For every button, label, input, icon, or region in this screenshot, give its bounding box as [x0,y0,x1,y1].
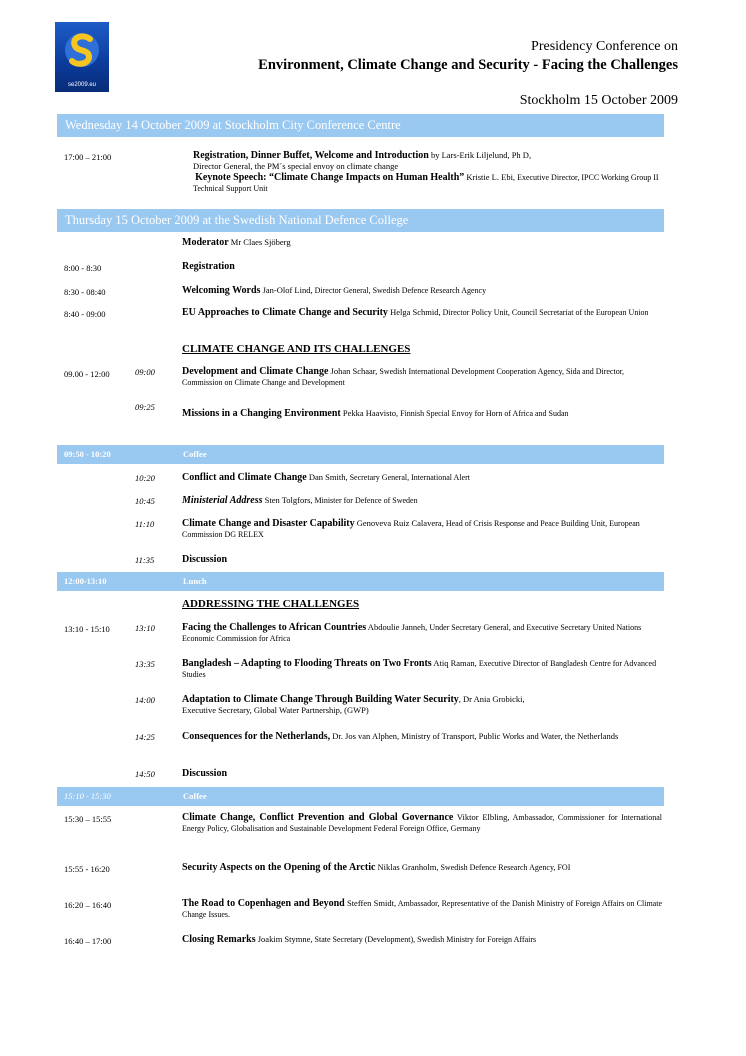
dev-title: Development and Climate Change [182,366,329,377]
copenhagen-title: The Road to Copenhagen and Beyond [182,898,345,909]
wed-rest-1: Director General, the PM´s special envoy on climate change [193,161,399,171]
welcome-name: Jan-Olof Lind, [260,285,313,295]
eu-entry [182,307,662,318]
conflict-subtime: 10:20 [135,473,155,483]
ministerial-entry [182,495,662,506]
copenhagen-name: Steffen Smidt, [344,898,397,908]
water-name: , Dr Ania Grobicki, [458,694,525,704]
netherlands-entry [182,731,662,742]
lunch-label: Lunch [183,576,207,586]
water-title: Adaptation to Climate Change Through Building Water Security [182,694,459,705]
header-line-1: Presidency Conference on [531,39,678,54]
coffee-band-2 [57,787,664,806]
section-addressing: ADDRESSING THE CHALLENGES [182,598,360,610]
ministerial-rest: Minister for Defence of Sweden [312,496,418,505]
dev-subtime: 09:00 [135,367,155,377]
closing-rest: State Secretary (Development), Swedish Ministry for Foreign Affairs [312,935,537,944]
eu-name: Helga Schmid, [387,307,441,317]
logo-swirl-icon [62,30,102,70]
governance-rest: Ambassador, Commissioner for International Energy Policy, Globalisation and Sustainable Development Federal Foreign Office, Germany [182,813,662,833]
discussion-1 [182,554,662,565]
coffee-1-label: Coffee [183,449,207,459]
closing-entry [182,934,662,945]
wednesday-band: Wednesday 14 October 2009 at Stockholm City Conference Centre [57,114,664,137]
welcome-entry [182,285,662,296]
missions-subtime: 09:25 [135,402,155,412]
disaster-entry [182,518,662,540]
africa-title: Facing the Challenges to African Countries [182,622,367,633]
discussion-1-title: Discussion [182,554,228,565]
wed-by-1: by Lars-Erik Liljelund, Ph D, [428,150,532,160]
africa-subtime: 13:10 [135,623,155,633]
welcome-time: 8:30 - 08:40 [64,287,106,297]
netherlands-title: Consequences for the Netherlands, [182,731,331,742]
disaster-name: Genoveva Ruiz Calavera, [354,518,444,528]
dev-time: 09.00 - 12:00 [64,369,110,379]
ministerial-title: Ministerial Address [182,495,263,506]
bangladesh-name: Atiq Raman, [431,658,477,668]
conference-logo [55,22,109,92]
discussion-1-subtime: 11:35 [135,555,155,565]
missions-name: Pekka Haavisto, [340,408,399,418]
africa-rest: Under Secretary General, and Executive Secretary United Nations Economic Commission for Africa [182,623,642,643]
lunch-band [57,572,664,591]
ministerial-name: Sten Tolgfors, [262,495,313,505]
water-subtime: 14:00 [135,695,155,705]
netherlands-subtime: 14:25 [135,732,155,742]
bangladesh-subtime: 13:35 [135,659,155,669]
registration-time: 8:00 - 8:30 [64,263,102,273]
wed-title-1: Registration, Dinner Buffet, Welcome and Introduction [193,150,429,161]
missions-title: Missions in a Changing Environment [182,408,341,419]
wed-entry [193,150,663,194]
moderator [182,237,662,248]
water-rest: Executive Secretary, Global Water Partnership, (GWP) [182,705,369,715]
conference-date: Stockholm 15 October 2009 [519,93,678,108]
conflict-rest: Secretary General, International Alert [347,473,470,482]
disaster-title: Climate Change and Disaster Capability [182,518,355,529]
ministerial-subtime: 10:45 [135,496,155,506]
conflict-title: Conflict and Climate Change [182,472,307,483]
bangladesh-title: Bangladesh – Adapting to Flooding Threats on Two Fronts [182,658,432,669]
disaster-rest: Head of Crisis Response and Peace Building Unit, European Commission DG RELEX [182,519,640,539]
water-entry [182,694,662,716]
bangladesh-rest: Executive Director of Bangladesh Centre for Advanced Studies [182,659,657,679]
missions-entry [182,408,662,419]
eu-rest: Director Policy Unit, Council Secretariat of the European Union [440,308,649,317]
section-climate-change: CLIMATE CHANGE AND ITS CHALLENGES [182,343,411,355]
logo-text: se2009.eu [67,82,97,88]
governance-entry [182,812,662,834]
lunch-time: 12:00-13:10 [64,576,107,586]
copenhagen-time: 16:20 – 16:40 [64,900,112,910]
conference-title: Environment, Climate Change and Security - Facing the Challenges [258,57,678,73]
closing-time: 16:40 – 17:00 [64,936,112,946]
registration-title: Registration [182,261,235,272]
copenhagen-entry [182,898,662,920]
moderator-name: Mr Claes Sjöberg [228,237,291,247]
wed-rest-2: Executive Director, IPCC Working Group II Technical Support Unit [193,173,659,193]
closing-title: Closing Remarks [182,934,256,945]
dev-rest: Swedish International Development Cooperation Agency, Sida and Director, Commission on Climate Change and Development [182,367,625,387]
thursday-band: Thursday 15 October 2009 at the Swedish National Defence College [57,209,664,232]
dev-name: Johan Schaar, [328,366,378,376]
arctic-name: Niklas Granholm, [375,862,439,872]
arctic-title: Security Aspects on the Opening of the Arctic [182,862,376,873]
wed-name-2: Kristie L. Ebi, [464,172,516,182]
governance-time: 15:30 – 15:55 [64,814,112,824]
discussion-2-title: Discussion [182,768,228,779]
arctic-rest: Swedish Defence Research Agency, FOI [438,863,571,872]
africa-time: 13:10 - 15:10 [64,624,110,634]
welcome-rest: Director General, Swedish Defence Research Agency [312,286,487,295]
registration [182,261,662,272]
moderator-label: Moderator [182,237,229,248]
welcome-title: Welcoming Words [182,285,261,296]
coffee-2-label: Coffee [183,791,207,801]
discussion-2 [182,768,662,779]
eu-title: EU Approaches to Climate Change and Security [182,307,388,318]
coffee-1-time: 09:50 - 10:20 [64,449,111,459]
closing-name: Joakim Stymne, [255,934,313,944]
page-header [258,38,678,109]
dev-entry [182,366,662,388]
wed-title-2: Keynote Speech: “Climate Change Impacts on Human Health” [195,172,465,183]
africa-name: Abdoulie Janneh, [366,622,428,632]
wed-time: 17:00 – 21:00 [64,152,112,162]
eu-time: 8:40 - 09:00 [64,309,106,319]
africa-entry [182,622,662,644]
governance-title: Climate Change, Conflict Prevention and Global Governance [182,812,454,823]
arctic-entry [182,862,662,873]
disaster-subtime: 11:10 [135,519,155,529]
conflict-entry [182,472,662,483]
discussion-2-subtime: 14:50 [135,769,155,779]
arctic-time: 15:55 - 16:20 [64,864,110,874]
copenhagen-rest: Ambassador, Representative of the Danish Ministry of Foreign Affairs on Climate Change Issues. [182,899,663,919]
governance-name: Viktor Elbling, [453,812,510,822]
bangladesh-entry [182,658,662,680]
netherlands-name: Dr. Jos van Alphen, Ministry of Transport, Public Works and Water, the Netherlands [330,731,619,741]
conflict-name: Dan Smith, [306,472,348,482]
coffee-band-1 [57,445,664,464]
coffee-2-time: 15:10 - 15:30 [64,791,111,801]
missions-rest: Finnish Special Envoy for Horn of Africa and Sudan [398,409,569,418]
